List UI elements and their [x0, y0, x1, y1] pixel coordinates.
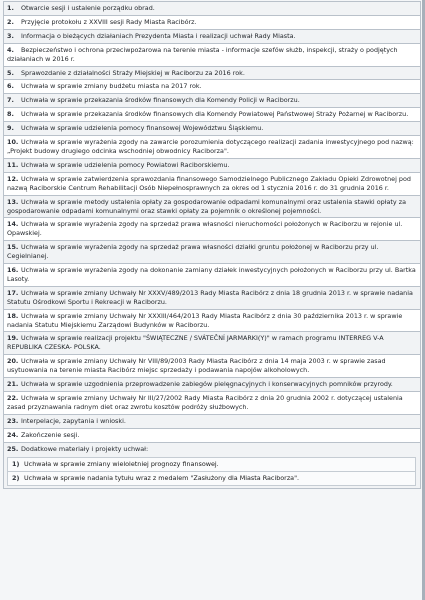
agenda-row: [4, 218, 421, 241]
agenda-item-text: Zakończenie sesji.: [21, 430, 80, 439]
additional-item-text: Uchwała w sprawie nadania tytułu wraz z medalem "Zasłużony dla Miasta Raciborza".: [24, 473, 300, 482]
agenda-item-number: 20.: [7, 357, 19, 366]
agenda-item-number: 19.: [7, 334, 19, 343]
agenda-row: [4, 136, 421, 159]
agenda-item-number: 11.: [7, 160, 19, 169]
agenda-cell: [4, 172, 421, 195]
agenda-item-number: 25.: [7, 444, 19, 453]
additional-materials-table: [7, 457, 416, 486]
agenda-item-text: Uchwała w sprawie wyrażenia zgody na zawarcie porozumienia dotyczącego realizacji zadania inwestycyjnego pod nazwą: „Projekt budowy drugiego odcinka wschodniej obwodnicy Raciborza".: [7, 138, 414, 155]
agenda-item-number: 9.: [7, 124, 14, 133]
agenda-cell: [4, 414, 421, 428]
agenda-item-number: 22.: [7, 394, 19, 402]
agenda-row: [4, 122, 421, 136]
agenda-row: [4, 414, 421, 428]
agenda-item-text: Uchwała w sprawie zmiany Uchwały Nr VIII/89/2003 Rady Miasta Racibórz z dnia 14 maja 2003 r. w sprawie zasad usytuowania na terenie miasta Racibórz miejsc sprzedaży i podawania napojów alkoholowych.: [7, 357, 386, 375]
agenda-cell: [4, 309, 421, 332]
agenda-item-text: Dodatkowe materiały i projekty uchwał:: [21, 444, 149, 453]
agenda-row: [4, 158, 421, 172]
agenda-cell: [4, 43, 421, 66]
agenda-cell: [4, 355, 421, 378]
agenda-row: [4, 241, 421, 264]
agenda-cell: [4, 15, 421, 29]
agenda-row: [4, 286, 421, 309]
agenda-cell: [4, 29, 421, 43]
agenda-item-text: Uchwała w sprawie wyrażenia zgody na sprzedaż prawa własności nieruchomości położonych w Raciborzu w rejonie ul. Opawskiej.: [7, 220, 403, 238]
agenda-cell: [4, 158, 421, 172]
agenda-item-number: 5.: [7, 68, 14, 77]
agenda-cell: [4, 392, 421, 415]
agenda-cell: [4, 442, 421, 488]
agenda-item-text: Uchwała w sprawie zmiany Uchwały Nr III/27/2002 Rady Miasta Racibórz z dnia 20 grudnia 2002 r. dotyczącej ustalenia zasad przyznawania radnym diet oraz zwrotu kosztów podróży służbowych.: [7, 394, 403, 411]
agenda-row: [4, 15, 421, 29]
agenda-row: [4, 66, 421, 80]
additional-cell: [8, 471, 416, 485]
agenda-row: [4, 2, 421, 16]
agenda-item-text: Uchwała w sprawie wyrażenia zgody na sprzedaż prawa własności działki gruntu położonej w Raciborzu przy ul. Cegielnianej.: [7, 243, 379, 261]
agenda-item-number: 8.: [7, 110, 14, 119]
agenda-cell: [4, 80, 421, 94]
agenda-item-text: Uchwała w sprawie wyrażenia zgody na dokonanie zamiany działek inwestycyjnych położonych w Raciborzu przy ul. Bartka Lasoty.: [7, 266, 416, 283]
agenda-cell: [4, 332, 421, 355]
agenda-item-number: 12.: [7, 174, 19, 183]
agenda-row: [4, 442, 421, 488]
agenda-cell: [4, 2, 421, 16]
agenda-cell: [4, 378, 421, 392]
agenda-item-text: Uchwała w sprawie udzielenia pomocy Powiatowi Raciborskiemu.: [21, 160, 230, 169]
agenda-item-number: 6.: [7, 82, 14, 91]
agenda-item-number: 10.: [7, 138, 19, 147]
agenda-item-text: Uchwała w sprawie zatwierdzenia sprawozdania finansowego Samodzielnego Publicznego Zakładu Opieki Zdrowotnej pod nazwą Raciborskie Centrum Rehabilitacji Osób Niepełnosprawnych za okres od 1 stycznia 2016 r. do 31 grudnia 2016 r.: [7, 174, 411, 192]
agenda-row: [4, 172, 421, 195]
agenda-row: [4, 392, 421, 415]
agenda-item-number: 7.: [7, 96, 14, 105]
agenda-table: [3, 1, 421, 489]
additional-item-number: 2): [12, 473, 20, 482]
agenda-item-number: 18.: [7, 311, 19, 320]
agenda-row: [4, 29, 421, 43]
agenda-item-text: Przyjęcie protokołu z XXVIII sesji Rady Miasta Racibórz.: [21, 17, 197, 26]
agenda-item-text: Uchwała w sprawie zmiany Uchwały Nr XXXIII/464/2013 Rady Miasta Racibórz z dnia 30 października 2013 r. w sprawie nadania Statutu Miejskiemu Zarządowi Budynków w Raciborzu.: [7, 311, 403, 329]
agenda-cell: [4, 94, 421, 108]
agenda-item-text: Bezpieczeństwo i ochrona przeciwpożarowa na terenie miasta - informacje szefów służb, inspekcji, straży o podjętych działaniach w 2016 r.: [7, 45, 398, 63]
agenda-item-text: Uchwała w sprawie metody ustalenia opłaty za gospodarowanie odpadami komunalnymi oraz ustalenia stawki opłaty za gospodarowanie odpadami komunalnymi oraz stawki opłaty za pojemnik o określonej pojemności.: [7, 197, 407, 215]
agenda-item-number: 24.: [7, 430, 19, 439]
agenda-item-number: 23.: [7, 416, 19, 425]
agenda-row: [4, 332, 421, 355]
agenda-item-number: 2.: [7, 17, 14, 26]
agenda-item-number: 13.: [7, 197, 19, 206]
agenda-cell: [4, 136, 421, 159]
agenda-item-number: 4.: [7, 45, 14, 54]
agenda-cell: [4, 264, 421, 287]
agenda-item-text: Uchwała w sprawie zmiany budżetu miasta na 2017 rok.: [21, 82, 202, 91]
agenda-item-number: 3.: [7, 31, 14, 40]
agenda-cell: [4, 122, 421, 136]
agenda-cell: [4, 286, 421, 309]
agenda-cell: [4, 66, 421, 80]
agenda-cell: [4, 428, 421, 442]
agenda-cell: [4, 218, 421, 241]
agenda-item-text: Sprawozdanie z działalności Straży Miejskiej w Raciborzu za 2016 rok.: [21, 68, 245, 77]
agenda-item-text: Informacja o bieżących działaniach Prezydenta Miasta i realizacji uchwał Rady Miasta.: [21, 31, 296, 40]
agenda-row: [4, 355, 421, 378]
additional-row: [8, 471, 416, 485]
agenda-item-text: Interpelacje, zapytania i wnioski.: [21, 416, 126, 425]
agenda-cell: [4, 108, 421, 122]
agenda-row: [4, 378, 421, 392]
agenda-row: [4, 264, 421, 287]
agenda-item-number: 17.: [7, 288, 19, 297]
agenda-item-number: 15.: [7, 243, 19, 252]
agenda-row: [4, 195, 421, 218]
agenda-row: [4, 428, 421, 442]
agenda-row: [4, 43, 421, 66]
agenda-item-text: Uchwała w sprawie udzielenia pomocy finansowej Województwu Śląskiemu.: [21, 124, 264, 133]
additional-row: [8, 457, 416, 471]
agenda-row: [4, 80, 421, 94]
agenda-row: [4, 94, 421, 108]
agenda-row: [4, 108, 421, 122]
agenda-item-text: Uchwała w sprawie uzgodnienia przeprowadzenie zabiegów pielęgnacyjnych i konserwacyjnych pomników przyrody.: [21, 380, 393, 389]
agenda-item-text: Uchwała w sprawie przekazania środków finansowych dla Komendy Policji w Raciborzu.: [21, 96, 300, 105]
agenda-row: [4, 309, 421, 332]
agenda-item-text: Otwarcie sesji i ustalenie porządku obrad.: [21, 4, 155, 12]
agenda-item-number: 1.: [7, 4, 14, 12]
agenda-item-text: Uchwała w sprawie zmiany Uchwały Nr XXXV/489/2013 Rady Miasta Racibórz z dnia 18 grudnia 2013 r. w sprawie nadania Statutu Ośrodkowi Sportu i Rekreacji w Raciborzu.: [7, 288, 413, 306]
additional-item-number: 1): [12, 459, 20, 468]
agenda-cell: [4, 241, 421, 264]
agenda-body: [4, 2, 421, 489]
agenda-item-number: 16.: [7, 266, 19, 275]
agenda-item-text: Uchwała w sprawie przekazania środków finansowych dla Komendy Powiatowej Państwowej Straży Pożarnej w Raciborzu.: [21, 110, 409, 119]
agenda-item-number: 14.: [7, 220, 19, 229]
additional-item-text: Uchwała w sprawie zmiany wieloletniej prognozy finansowej.: [24, 459, 219, 468]
agenda-item-text: Uchwała w sprawie realizacji projektu "ŚWIĄTECZNE / SVÁTEČNÍ JARMARKI(Y)" w ramach programu INTERREG V-A REPUBLIKA CZESKA- POLSKA.: [7, 334, 384, 352]
agenda-item-number: 21.: [7, 380, 19, 389]
agenda-cell: [4, 195, 421, 218]
additional-cell: [8, 457, 416, 471]
